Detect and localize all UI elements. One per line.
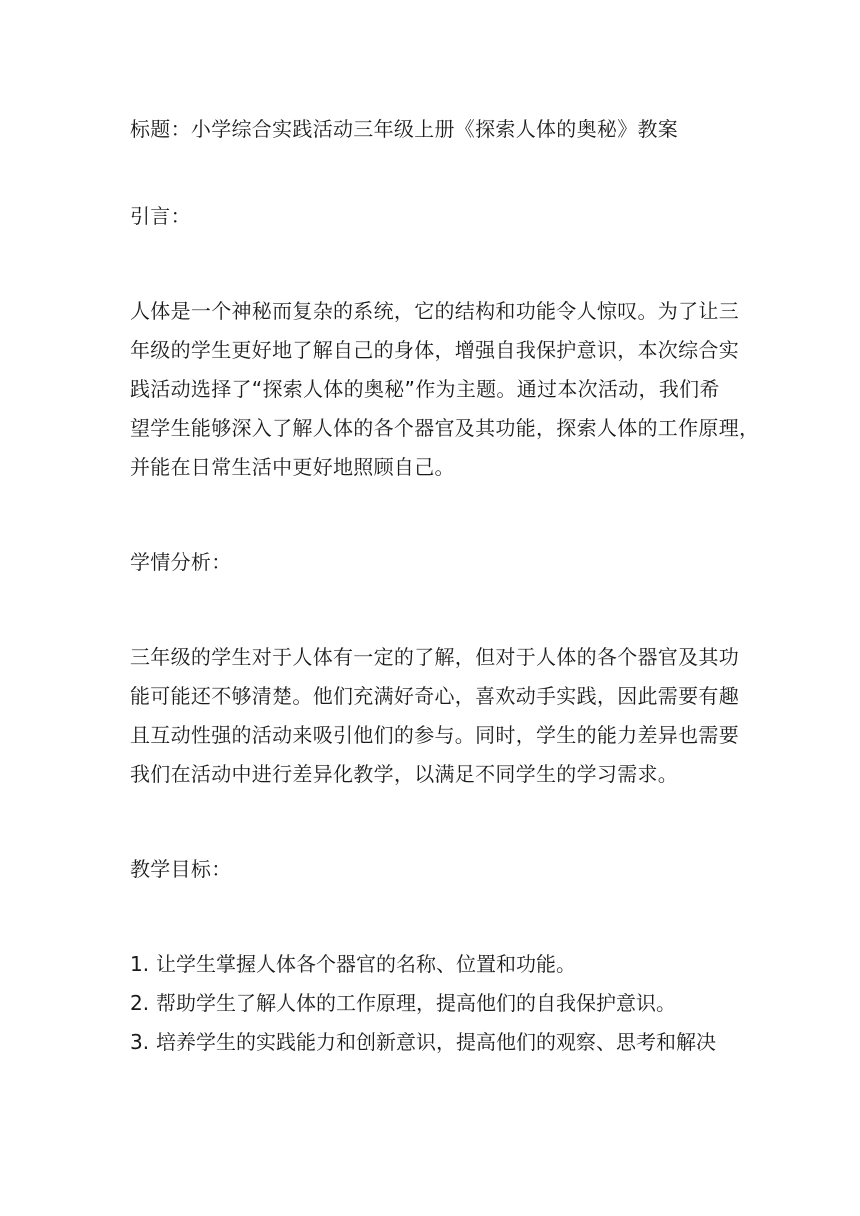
- analysis-line: 我们在活动中进行差异化教学，以满足不同学生的学习需求。: [130, 762, 679, 786]
- list-text: 帮助学生了解人体的工作原理，提高他们的自我保护意识。: [156, 991, 676, 1015]
- analysis-heading: 学情分析：: [130, 550, 232, 574]
- list-item: [130, 984, 740, 1023]
- intro-line: 望学生能够深入了解人体的各个器官及其功能，探索人体的工作原理，: [130, 416, 760, 440]
- list-number: 2.: [130, 991, 150, 1015]
- goals-heading: 教学目标：: [130, 857, 232, 881]
- list-item: [130, 1023, 740, 1062]
- intro-line: 年级的学生更好地了解自己的身体，增强自我保护意识，本次综合实: [130, 338, 739, 362]
- analysis-paragraph: [130, 638, 740, 794]
- intro-line: 践活动选择了“探索人体的奥秘”作为主题。通过本次活动，我们希: [130, 377, 720, 401]
- goals-list: [130, 945, 740, 1062]
- list-text: 让学生掌握人体各个器官的名称、位置和功能。: [156, 952, 576, 976]
- document-body: [130, 110, 760, 1062]
- list-number: 1.: [130, 952, 150, 976]
- intro-line: 并能在日常生活中更好地照顾自己。: [130, 455, 455, 479]
- list-text: 培养学生的实践能力和创新意识，提高他们的观察、思考和解决: [156, 1030, 716, 1054]
- document-title: 标题：小学综合实践活动三年级上册《探索人体的奥秘》教案: [130, 117, 679, 141]
- analysis-line: 能可能还不够清楚。他们充满好奇心，喜欢动手实践，因此需要有趣: [130, 684, 739, 708]
- list-number: 3.: [130, 1030, 150, 1054]
- intro-line: 人体是一个神秘而复杂的系统，它的结构和功能令人惊叹。为了让三: [130, 299, 739, 323]
- analysis-line: 且互动性强的活动来吸引他们的参与。同时，学生的能力差异也需要: [130, 723, 739, 747]
- analysis-line: 三年级的学生对于人体有一定的了解，但对于人体的各个器官及其功: [130, 645, 739, 669]
- intro-paragraph: [130, 292, 760, 487]
- intro-heading: 引言：: [130, 204, 191, 228]
- list-item: [130, 945, 740, 984]
